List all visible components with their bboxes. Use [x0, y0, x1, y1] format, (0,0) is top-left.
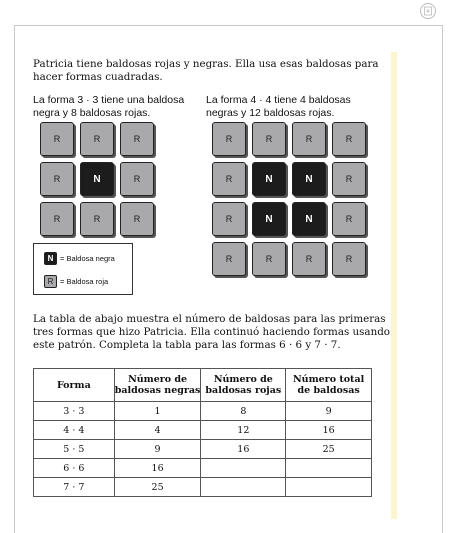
red-tile: R: [80, 202, 114, 236]
red-tile: R: [332, 122, 366, 156]
table-cell: 5 · 5: [34, 440, 115, 459]
table-cell[interactable]: [201, 459, 286, 478]
red-tile: R: [332, 162, 366, 196]
red-tile: R: [332, 242, 366, 276]
intro-paragraph: Patricia tiene baldosas rojas y negras. Ella usa esas baldosas para hacer formas cuadradas.: [33, 58, 379, 83]
table-cell: 12: [201, 421, 286, 440]
margin-accent-bar: [391, 52, 397, 519]
red-tile: R: [252, 242, 286, 276]
table-cell: 9: [114, 440, 201, 459]
table-cell: 7 · 7: [34, 478, 115, 497]
red-tile: R: [40, 122, 74, 156]
instructions-paragraph: La tabla de abajo muestra el número de baldosas para las primeras tres formas que hizo Patricia. Ella continuó haciendo formas usando este patrón. Completa la tabla para las formas 6 · 6 y 7 · 7.: [33, 313, 390, 351]
black-tile: N: [292, 162, 326, 196]
legend-red-label: = Baldosa roja: [60, 277, 109, 286]
header-black-tiles: Número de baldosas negras: [114, 369, 201, 402]
red-tile: R: [80, 122, 114, 156]
legend-black-swatch: N: [44, 252, 57, 265]
black-tile: N: [252, 162, 286, 196]
table-cell: 4: [114, 421, 201, 440]
red-tile: R: [212, 162, 246, 196]
legend-row-black: [44, 252, 115, 265]
red-tile: R: [40, 162, 74, 196]
table-row: [34, 459, 372, 478]
table-cell[interactable]: [201, 478, 286, 497]
table-row: [34, 421, 372, 440]
black-tile: N: [252, 202, 286, 236]
tiles-table: [33, 368, 372, 497]
table-cell: 6 · 6: [34, 459, 115, 478]
red-tile: R: [212, 122, 246, 156]
table-cell[interactable]: [286, 478, 372, 497]
table-row: [34, 440, 372, 459]
legend-red-swatch: R: [44, 275, 57, 288]
red-tile: R: [252, 122, 286, 156]
red-tile: R: [212, 242, 246, 276]
legend-black-label: = Baldosa negra: [60, 254, 115, 263]
legend-row-red: [44, 275, 108, 288]
table-cell: 8: [201, 402, 286, 421]
figure-2-caption: La forma 4 · 4 tiene 4 baldosas negras y 12 baldosas rojas.: [206, 94, 351, 119]
red-tile: R: [120, 122, 154, 156]
table-cell: 25: [286, 440, 372, 459]
table-cell: 16: [114, 459, 201, 478]
table-cell: 1: [114, 402, 201, 421]
red-tile: R: [40, 202, 74, 236]
red-tile: R: [120, 162, 154, 196]
header-shape: Forma: [34, 369, 115, 402]
table-row: [34, 402, 372, 421]
table-cell: 4 · 4: [34, 421, 115, 440]
red-tile: R: [292, 242, 326, 276]
red-tile: R: [292, 122, 326, 156]
figure-1-caption: La forma 3 · 3 tiene una baldosa negra y 8 baldosas rojas.: [33, 94, 185, 119]
red-tile: R: [120, 202, 154, 236]
header-red-tiles: Número de baldosas rojas: [201, 369, 286, 402]
red-tile: R: [332, 202, 366, 236]
black-tile: N: [292, 202, 326, 236]
table-row: [34, 478, 372, 497]
red-tile: R: [212, 202, 246, 236]
black-tile: N: [80, 162, 114, 196]
table-cell: 16: [201, 440, 286, 459]
table-cell[interactable]: [286, 459, 372, 478]
table-cell: 16: [286, 421, 372, 440]
table-cell: 9: [286, 402, 372, 421]
header-total-tiles: Número total de baldosas: [286, 369, 372, 402]
table-header-row: [34, 369, 372, 402]
table-cell: 25: [114, 478, 201, 497]
seal-logo-icon: [419, 2, 437, 20]
legend-box: [33, 243, 133, 295]
table-cell: 3 · 3: [34, 402, 115, 421]
